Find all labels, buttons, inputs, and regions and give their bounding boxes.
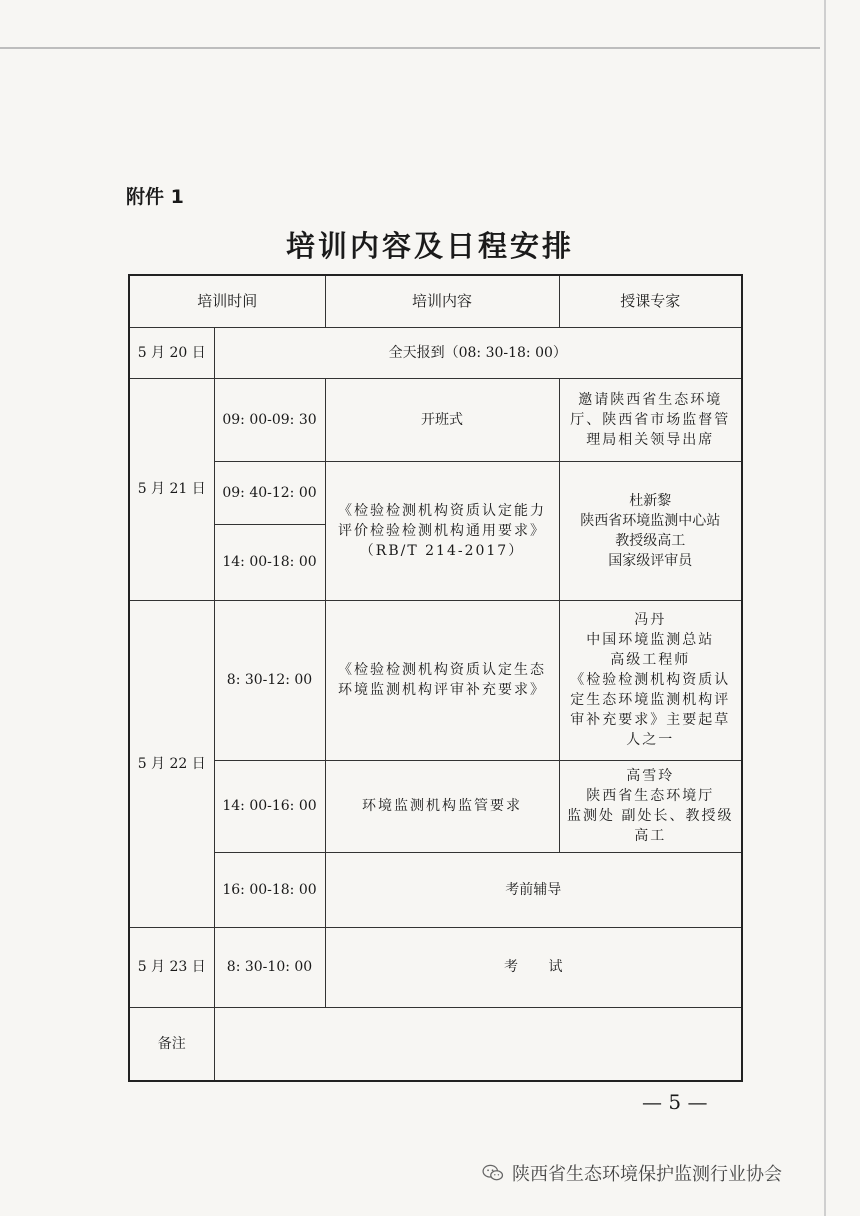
- content-cell: 《检验检测机构资质认定能力 评价检验检测机构通用要求》 （RB/T 214-2017）: [325, 461, 559, 600]
- schedule-table: [128, 274, 743, 1082]
- header-expert: 授课专家: [559, 275, 742, 327]
- header-time: 培训时间: [129, 275, 325, 327]
- content-cell: 开班式: [325, 378, 559, 461]
- scan-right-edge: [824, 0, 826, 1216]
- time-cell: 8: 30-12: 00: [214, 600, 325, 760]
- footer-watermark: [482, 1160, 782, 1186]
- note-label: 备注: [129, 1007, 214, 1081]
- wechat-icon: [482, 1164, 504, 1182]
- expert-cell: 高雪玲 陕西省生态环境厅 监测处 副处长、教授级 高工: [559, 760, 742, 852]
- footer-text: 陕西省生态环境保护监测行业协会: [512, 1164, 782, 1185]
- table-row: [129, 760, 742, 852]
- content-cell: 考前辅导: [325, 852, 742, 927]
- time-cell: 14: 00-16: 00: [214, 760, 325, 852]
- expert-cell: 邀请陕西省生态环境 厅、陕西省市场监督管 理局相关领导出席: [559, 378, 742, 461]
- attachment-label: 附件 1: [126, 186, 184, 208]
- content-cell: 环境监测机构监管要求: [325, 760, 559, 852]
- content-cell: 全天报到（08: 30-18: 00）: [214, 327, 742, 378]
- time-cell: 8: 30-10: 00: [214, 927, 325, 1007]
- date-cell: 5 月 22 日: [129, 600, 214, 927]
- header-content: 培训内容: [325, 275, 559, 327]
- table-row: [129, 327, 742, 378]
- page-number: — 5 —: [642, 1090, 708, 1114]
- table-row: [129, 927, 742, 1007]
- content-cell: 《检验检测机构资质认定生态 环境监测机构评审补充要求》: [325, 600, 559, 760]
- note-content: [214, 1007, 742, 1081]
- date-cell: 5 月 20 日: [129, 327, 214, 378]
- content-cell: 考 试: [325, 927, 742, 1007]
- note-row: [129, 1007, 742, 1081]
- table-row: [129, 378, 742, 461]
- page-title: 培训内容及日程安排: [285, 229, 574, 263]
- time-cell: 16: 00-18: 00: [214, 852, 325, 927]
- header-row: [129, 275, 742, 327]
- time-cell: 09: 40-12: 00: [214, 461, 325, 524]
- scan-top-edge: [0, 47, 820, 49]
- table-row: [129, 600, 742, 760]
- table-row: [129, 461, 742, 524]
- time-cell: 09: 00-09: 30: [214, 378, 325, 461]
- table-row: [129, 852, 742, 927]
- date-cell: 5 月 23 日: [129, 927, 214, 1007]
- expert-cell: 杜新黎 陕西省环境监测中心站 教授级高工 国家级评审员: [559, 461, 742, 600]
- expert-cell: 冯丹 中国环境监测总站 高级工程师 《检验检测机构资质认 定生态环境监测机构评 审补充要求》主要起草 人之一: [559, 600, 742, 760]
- date-cell: 5 月 21 日: [129, 378, 214, 600]
- time-cell: 14: 00-18: 00: [214, 524, 325, 600]
